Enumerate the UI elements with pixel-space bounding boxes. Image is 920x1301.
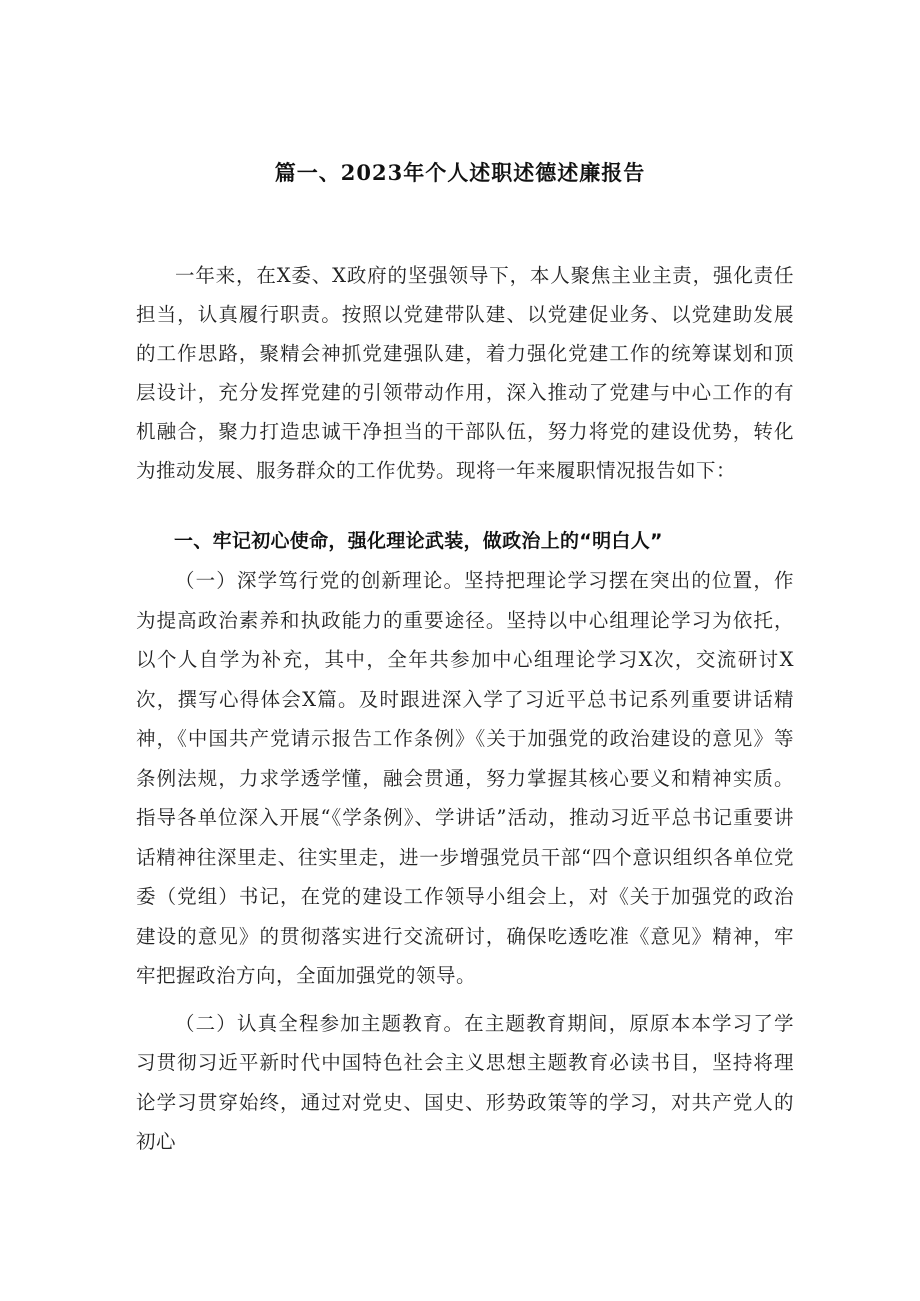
section-1-paragraph-1: （一）深学笃行党的创新理论。坚持把理论学习摆在突出的位置，作为提高政治素养和执政能力的重要途径。坚持以中心组理论学习为依托，以个人自学为补充，其中，全年共参加中心组理论学习X次，交流研讨X次，撰写心得体会X篇。及时跟进深入学了习近平总书记系列重要讲话精神，《中国共产党请示报告工作条例》《关于加强党的政治建设的意见》等条例法规，力求学透学懂，融会贯通，努力掌握其核心要义和精神实质。指导各单位深入开展“《学条例》、学讲话”活动，推动习近平总书记重要讲话精神往深里走、往实里走，进一步增强党员干部“四个意识组织各单位党委（党组）书记，在党的建设工作领导小组会上，对《关于加强党的政治建设的意见》的贯彻落实进行交流研讨，确保吃透吃准《意见》精神，牢牢把握政治方向，全面加强党的领导。 <box>136 569 794 987</box>
section-1-paragraph-2: （二）认真全程参加主题教育。在主题教育期间，原原本本学习了学习贯彻习近平新时代中国特色社会主义思想主题教育必读书目，坚持将理论学习贯穿始终，通过对党史、国史、形势政策等的学习，对共产党人的初心 <box>136 1011 794 1153</box>
document-title: 篇一、2023年个人述职述德述廉报告 <box>274 160 646 185</box>
intro-section <box>136 256 794 490</box>
section-1-body <box>136 561 794 1162</box>
section-1-heading: 一、牢记初心使命，强化理论武装，做政治上的“明白人” <box>174 530 663 552</box>
intro-paragraph: 一年来，在X委、X政府的坚强领导下，本人聚焦主业主责，强化责任担当，认真履行职责。按照以党建带队建、以党建促业务、以党建助发展的工作思路，聚精会神抓党建强队建，着力强化党建工作的统筹谋划和顶层设计，充分发挥党建的引领带动作用，深入推动了党建与中心工作的有机融合，聚力打造忠诚干净担当的干部队伍，努力将党的建设优势，转化为推动发展、服务群众的工作优势。现将一年来履职情况报告如下： <box>136 264 794 482</box>
